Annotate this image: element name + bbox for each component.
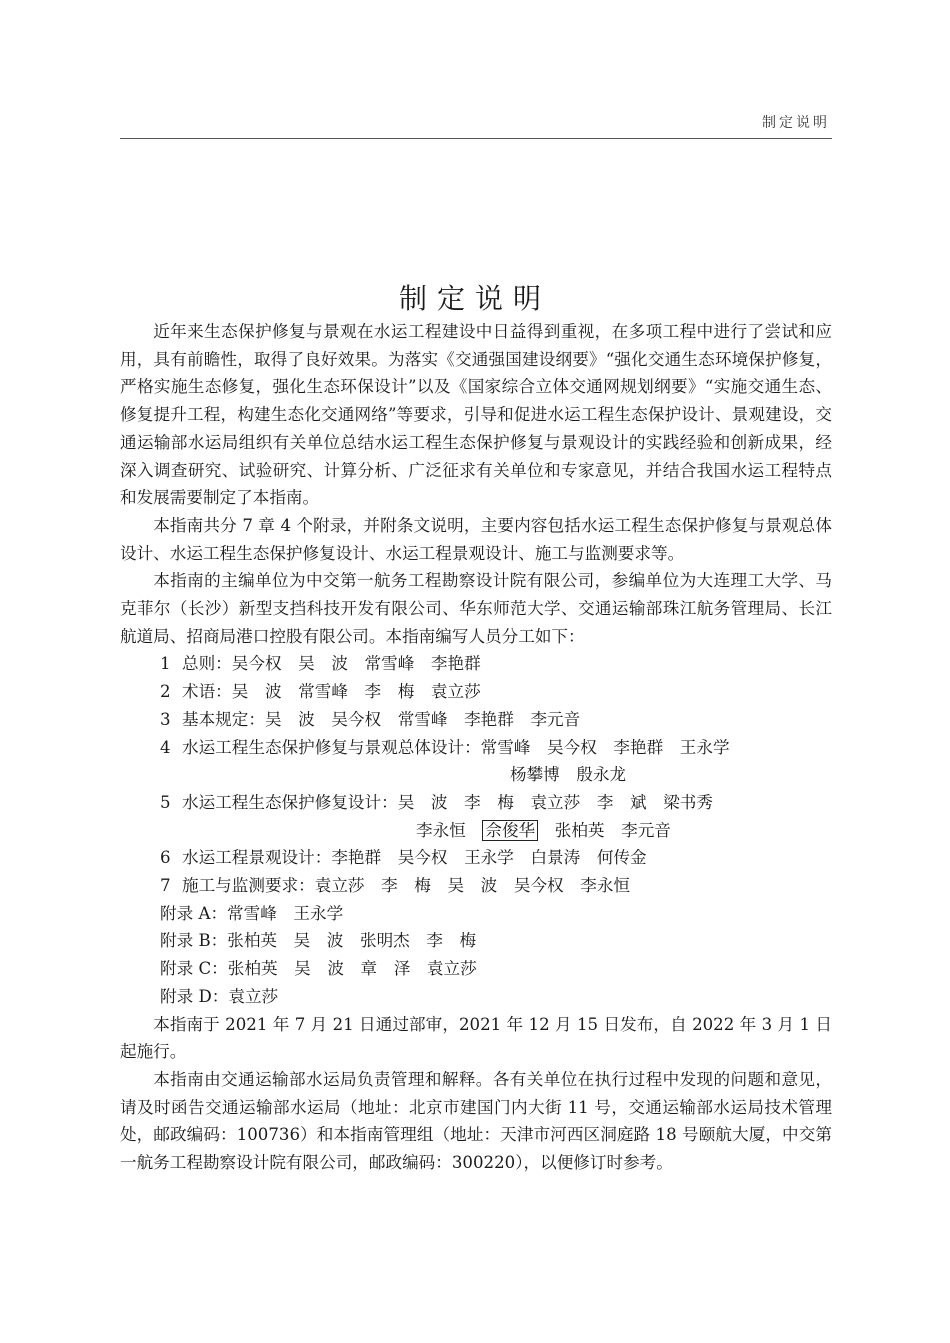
chapter-number: 7 [160,876,171,896]
chapter-number: 6 [160,848,171,868]
boxed-author-name: 佘俊华 [482,820,538,841]
chapter-line [120,706,832,734]
chapter-authors: 施工与监测要求：袁立莎 李 梅 吴 波 吴今权 李永恒 [182,876,631,896]
document-body [120,318,832,1177]
chapter-authors-continued: 杨攀博 殷永龙 [510,765,627,785]
appendix-line: 附录 D：袁立莎 [160,986,279,1006]
chapter-number: 5 [160,792,171,812]
scope-paragraph: 本指南共分 7 章 4 个附录，并附条文说明，主要内容包括水运工程生态保护修复与景观总体设计、水运工程生态保护修复设计、水运工程景观设计、施工与监测要求等。 [120,515,832,563]
chapter-line [120,844,832,872]
contact-paragraph: 本指南由交通运输部水运局负责管理和解释。各有关单位在执行过程中发现的问题和意见，请及时函告交通运输部水运局（地址：北京市建国门内大街 11 号，交通运输部水运局技术管理处，邮政编码：100736）和本指南管理组（地址：天津市河西区洞庭路 18 号颐航大厦，中交第一航务工程勘察设计院有限公司，邮政编码：300220），以便修订时参考。 [120,1069,832,1173]
chapter-number: 4 [160,737,171,757]
effective-date-paragraph: 本指南于 2021 年 7 月 21 日通过部审，2021 年 12 月 15 日发布，自 2022 年 3 月 1 日起施行。 [120,1014,832,1062]
authors-paragraph: 本指南的主编单位为中交第一航务工程勘察设计院有限公司，参编单位为大连理工大学、马克菲尔（长沙）新型支挡科技开发有限公司、华东师范大学、交通运输部珠江航务管理局、长江航道局、招商局港口控股有限公司。本指南编写人员分工如下： [120,571,832,646]
chapter-authors-continued [120,817,832,845]
author-names: 张柏英 李元音 [554,820,671,840]
chapter-line [120,734,832,762]
chapter-number: 3 [160,709,171,729]
chapter-line [120,678,832,706]
chapter-authors: 水运工程生态保护修复设计：吴 波 李 梅 袁立莎 李 斌 梁书秀 [182,792,713,812]
appendix-line: 附录 B：张柏英 吴 波 张明杰 李 梅 [160,931,477,951]
chapter-line [120,872,832,900]
chapter-authors: 基本规定：吴 波 吴今权 常雪峰 李艳群 李元音 [182,709,581,729]
chapter-authors: 水运工程生态保护修复与景观总体设计：常雪峰 吴今权 李艳群 王永学 [182,737,730,757]
chapter-authors: 术语：吴 波 常雪峰 李 梅 袁立莎 [182,682,481,702]
intro-paragraph: 近年来生态保护修复与景观在水运工程建设中日益得到重视，在多项工程中进行了尝试和应用，具有前瞻性，取得了良好效果。为落实《交通强国建设纲要》“强化交通生态环境保护修复，严格实施生态修复，强化生态环保设计”以及《国家综合立体交通网规划纲要》“实施交通生态、修复提升工程，构建生态化交通网络”等要求，引导和促进水运工程生态保护设计、景观建设，交通运输部水运局组织有关单位总结水运工程生态保护修复与景观设计的实践经验和创新成果，经深入调查研究、试验研究、计算分析、广泛征求有关单位和专家意见，并结合我国水运工程特点和发展需要制定了本指南。 [120,322,832,508]
page-header [120,112,832,139]
chapter-number: 1 [160,654,171,674]
chapter-authors: 水运工程景观设计：李艳群 吴今权 王永学 白景涛 何传金 [182,848,647,868]
appendix-line: 附录 C：张柏英 吴 波 章 泽 袁立莎 [160,959,477,979]
chapter-line [120,789,832,817]
author-name: 李永恒 [416,820,466,840]
chapter-number: 2 [160,682,171,702]
running-title: 制定说明 [762,115,830,131]
appendix-line: 附录 A：常雪峰 王永学 [160,903,344,923]
chapter-line [120,650,832,678]
chapter-authors: 总则：吴今权 吴 波 常雪峰 李艳群 [182,654,481,674]
page-title: 制定说明 [398,281,551,315]
